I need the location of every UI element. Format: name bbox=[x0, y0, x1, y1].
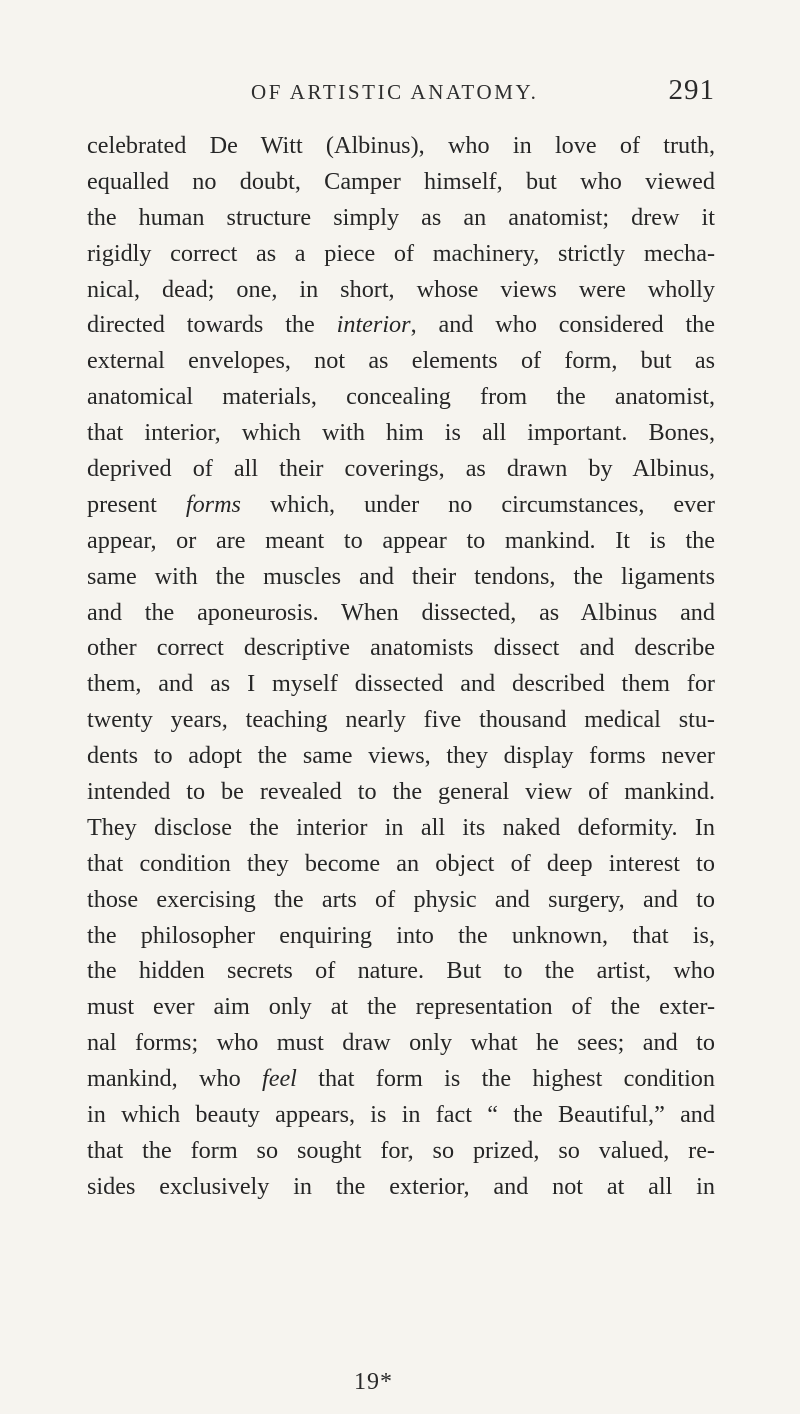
page-number: 291 bbox=[668, 74, 715, 106]
text-line: mankind, who feel that form is the highest condition bbox=[87, 1065, 715, 1093]
text-line: rigidly correct as a piece of machinery, strictly mecha- bbox=[87, 239, 715, 267]
text-line: the human structure simply as an anatomist; drew it bbox=[87, 203, 715, 231]
text-line: the hidden secrets of nature. But to the artist, who bbox=[87, 957, 715, 985]
text-line: other correct descriptive anatomists dissect and describe bbox=[87, 634, 715, 662]
text-line: them, and as I myself dissected and described them for bbox=[87, 670, 715, 698]
text-line: deprived of all their coverings, as drawn by Albinus, bbox=[87, 455, 715, 483]
text-line: in which beauty appears, is in fact “ the Beautiful,” and bbox=[87, 1101, 715, 1129]
text-line: anatomical materials, concealing from the anatomist, bbox=[87, 383, 715, 411]
emphasized-word: interior bbox=[336, 311, 411, 339]
running-title: OF ARTISTIC ANATOMY. bbox=[251, 80, 539, 104]
text-line: and the aponeurosis. When dissected, as Albinus and bbox=[87, 598, 715, 626]
text-line: intended to be revealed to the general view of mankind. bbox=[87, 778, 715, 806]
emphasized-word: feel bbox=[261, 1065, 297, 1093]
emphasized-word: forms bbox=[185, 490, 241, 518]
text-line: equalled no doubt, Camper himself, but who viewed bbox=[87, 167, 715, 195]
text-line: sides exclusively in the exterior, and not at all in bbox=[87, 1172, 715, 1200]
text-line: that interior, which with him is all important. Bones, bbox=[87, 419, 715, 447]
text-line: dents to adopt the same views, they display forms never bbox=[87, 742, 715, 770]
text-line: celebrated De Witt (Albinus), who in love of truth, bbox=[87, 132, 715, 159]
text-line: nical, dead; one, in short, whose views were wholly bbox=[87, 275, 715, 303]
text-line: those exercising the arts of physic and surgery, and to bbox=[87, 885, 715, 913]
text-line: appear, or are meant to appear to mankind. It is the bbox=[87, 526, 715, 554]
text-line: same with the muscles and their tendons, the ligaments bbox=[87, 562, 715, 590]
signature-mark: 19* bbox=[354, 1369, 393, 1395]
text-line: external envelopes, not as elements of form, but as bbox=[87, 347, 715, 375]
text-line: that condition they become an object of deep interest to bbox=[87, 849, 715, 877]
body-text bbox=[87, 128, 715, 1205]
text-line: directed towards the interior, and who considered the bbox=[87, 311, 715, 339]
text-line: that the form so sought for, so prized, so valued, re- bbox=[87, 1136, 715, 1164]
text-line: They disclose the interior in all its naked deformity. In bbox=[87, 813, 715, 841]
text-line: must ever aim only at the representation of the exter- bbox=[87, 993, 715, 1021]
text-line: present forms which, under no circumstances, ever bbox=[87, 490, 715, 518]
running-head bbox=[0, 74, 800, 110]
text-line: twenty years, teaching nearly five thousand medical stu- bbox=[87, 706, 715, 734]
text-line: the philosopher enquiring into the unknown, that is, bbox=[87, 921, 715, 949]
text-line: nal forms; who must draw only what he sees; and to bbox=[87, 1029, 715, 1057]
